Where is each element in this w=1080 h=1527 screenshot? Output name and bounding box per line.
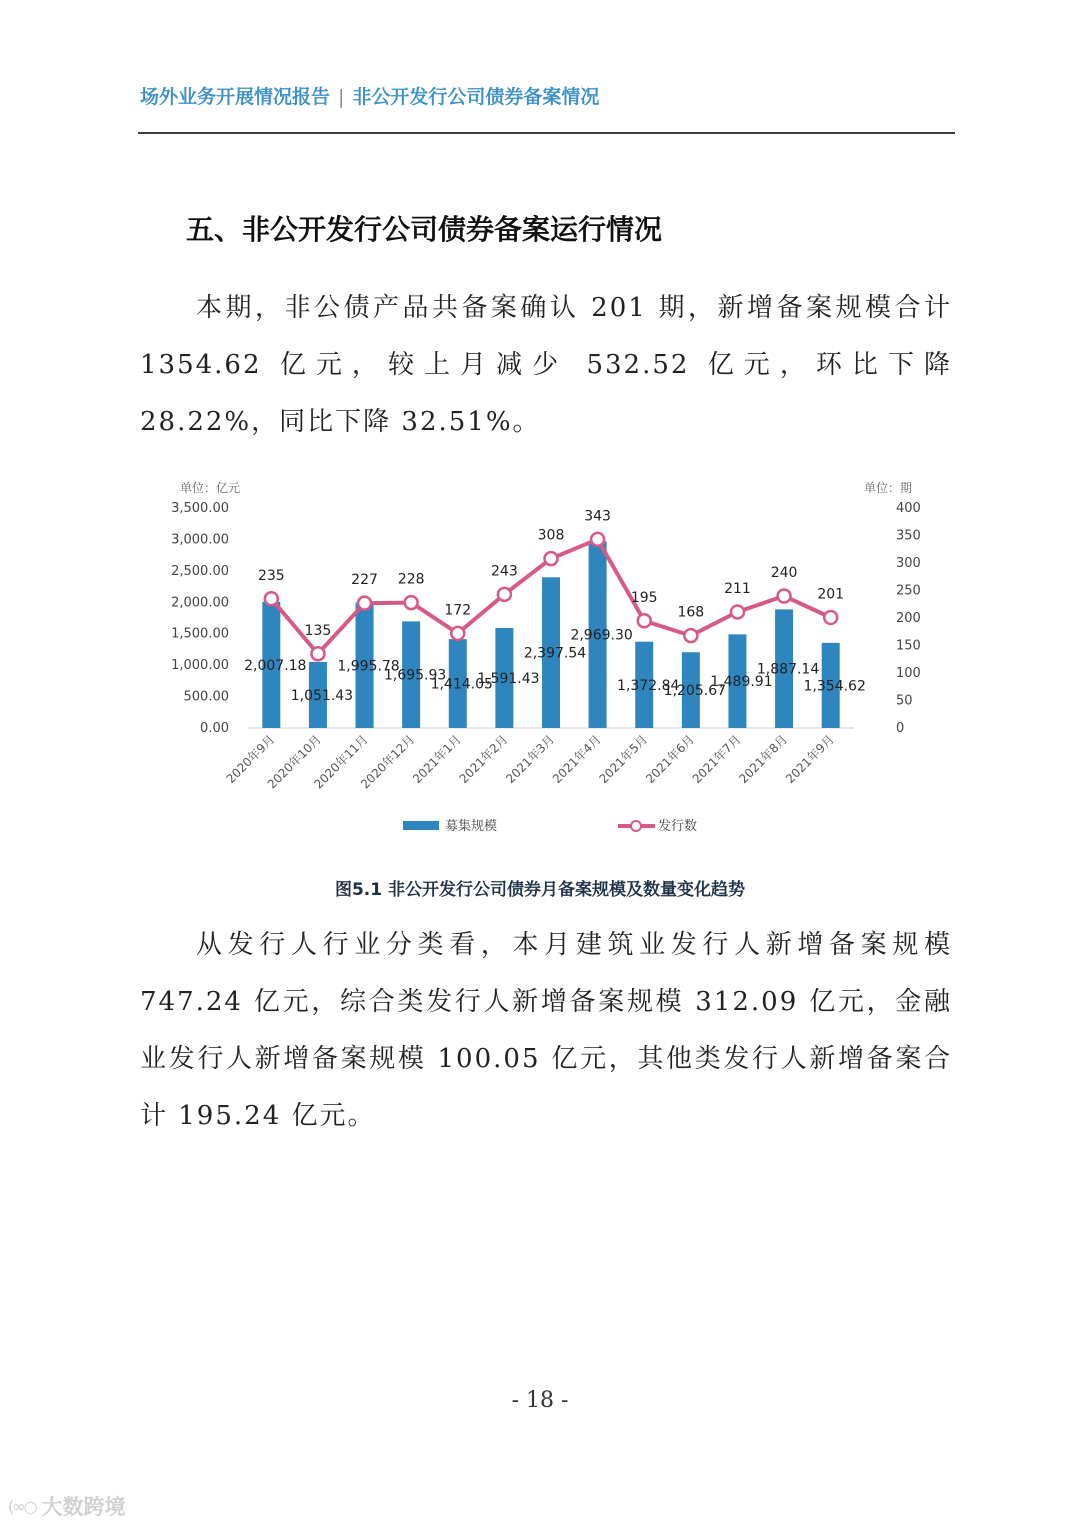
bar-data-label: 1,887.14 (756, 661, 820, 678)
line-point-2021年3月 (545, 552, 558, 565)
line-point-2021年4月 (591, 533, 604, 546)
line-data-label: 228 (397, 571, 425, 588)
right-axis-unit: 单位：期 (863, 481, 912, 495)
legend-label-line: 发行数 (658, 819, 698, 834)
bar-data-label: 1,372.84 (617, 677, 680, 694)
x-axis-tick: 2021年4月 (549, 732, 604, 787)
x-axis-tick: 2021年3月 (503, 732, 558, 787)
right-axis-tick: 350 (896, 528, 921, 544)
left-axis-unit: 单位：亿元 (180, 481, 241, 495)
x-axis-tick: 2021年7月 (689, 732, 744, 787)
right-axis-tick: 0 (896, 721, 905, 736)
summary-paragraph: 本期，非公债产品共备案确认 201 期，新增备案规模合计 1354.62 亿元，较上月减少 532.52 亿元，环比下降 28.22%，同比下降 32.51%。 (140, 293, 952, 437)
bar-data-label: 2,969.30 (570, 627, 633, 644)
line-data-label: 343 (584, 508, 611, 525)
line-point-2021年8月 (778, 590, 791, 603)
left-axis-tick: 1,500.00 (171, 626, 229, 642)
header-report-title: 场外业务开展情况报告 (140, 86, 331, 108)
header-section-title: 非公开发行公司债券备案情况 (352, 86, 600, 108)
right-axis-tick: 400 (896, 501, 921, 516)
right-axis-tick: 200 (896, 611, 921, 626)
line-data-label: 135 (304, 622, 332, 639)
bar-data-label: 2,007.18 (244, 657, 307, 674)
line-data-label: 240 (770, 565, 798, 581)
line-data-label: 172 (444, 602, 472, 619)
x-axis-tick: 2020年12月 (358, 732, 418, 792)
line-point-2021年5月 (638, 614, 651, 627)
line-point-2020年9月 (265, 592, 278, 605)
left-axis-tick: 500.00 (183, 689, 229, 705)
line-data-label: 243 (491, 563, 518, 580)
left-axis-tick: 0.00 (200, 721, 229, 736)
report-header (140, 82, 955, 109)
line-data-label: 168 (677, 604, 705, 621)
bar-data-label: 1,995.78 (337, 658, 400, 675)
line-point-2020年12月 (405, 596, 418, 609)
header-separator: | (338, 86, 345, 108)
line-point-2020年11月 (358, 597, 371, 610)
line-point-2021年2月 (498, 588, 511, 601)
left-axis-tick: 2,500.00 (171, 563, 229, 579)
x-axis-tick: 2020年10月 (264, 732, 325, 792)
section-title: 五、非公开发行公司债券备案运行情况 (186, 213, 663, 246)
watermark (8, 1492, 126, 1520)
right-axis-tick: 50 (896, 693, 913, 709)
x-axis-tick: 2021年6月 (643, 732, 697, 787)
watermark-text: 大数跨境 (41, 1495, 126, 1519)
right-axis-tick: 150 (896, 638, 921, 654)
bar-data-label: 1,354.62 (803, 678, 866, 695)
left-axis-tick: 3,000.00 (171, 532, 229, 548)
right-axis-tick: 300 (896, 556, 921, 571)
watermark-logo-icon: (∞○ (8, 1496, 36, 1516)
chart-canvas (160, 470, 930, 840)
left-axis-tick: 1,000.00 (171, 658, 229, 674)
bar-data-label: 1,695.93 (383, 667, 447, 684)
line-point-2021年6月 (684, 629, 697, 642)
bar-data-label: 1,591.43 (477, 670, 540, 687)
right-axis-tick: 250 (896, 583, 921, 599)
industry-paragraph: 从发行人行业分类看，本月建筑业发行人新增备案规模 747.24 亿元，综合类发行人新增备案规模 312.09 亿元，金融业发行人新增备案规模 100.05 亿元，其他类发行人新增备案合计 195.24 亿元。 (140, 930, 952, 1131)
line-point-2020年10月 (311, 647, 324, 660)
line-point-2021年9月 (824, 611, 837, 624)
left-axis-tick: 3,500.00 (171, 501, 229, 516)
line-data-label: 308 (537, 527, 565, 544)
bar-data-label: 2,397.54 (523, 645, 587, 662)
x-axis-tick: 2020年9月 (223, 732, 278, 787)
bar-data-label: 1,205.67 (663, 683, 727, 700)
line-data-label: 211 (724, 580, 751, 597)
line-data-label: 227 (351, 572, 378, 589)
legend-swatch-bar (403, 821, 439, 830)
bar-data-label: 1,051.43 (290, 687, 354, 704)
header-divider (138, 132, 955, 134)
bar-data-label: 1,489.91 (710, 674, 773, 691)
chart-caption: 图5.1 非公开发行公司债券月备案规模及数量变化趋势 (334, 880, 746, 900)
left-axis-tick: 2,000.00 (171, 595, 229, 611)
legend-label-bar: 募集规模 (445, 819, 498, 834)
legend-swatch-marker (631, 821, 641, 831)
x-axis-tick: 2021年8月 (736, 732, 791, 787)
line-point-2021年1月 (451, 627, 464, 640)
page-number: - 18 - (511, 1388, 569, 1413)
line-point-2021年7月 (731, 605, 744, 618)
bar-data-label: 1,414.05 (430, 676, 493, 693)
combo-chart (160, 470, 930, 840)
x-axis-tick: 2021年2月 (456, 732, 511, 787)
x-axis-tick: 2021年5月 (596, 732, 651, 787)
line-data-label: 195 (630, 589, 658, 606)
x-axis-tick: 2020年11月 (311, 732, 371, 792)
x-axis-tick: 2021年9月 (782, 732, 837, 787)
line-data-label: 201 (817, 586, 845, 603)
x-axis-tick: 2021年1月 (410, 732, 464, 787)
right-axis-tick: 100 (896, 666, 921, 681)
line-data-label: 235 (257, 567, 285, 584)
